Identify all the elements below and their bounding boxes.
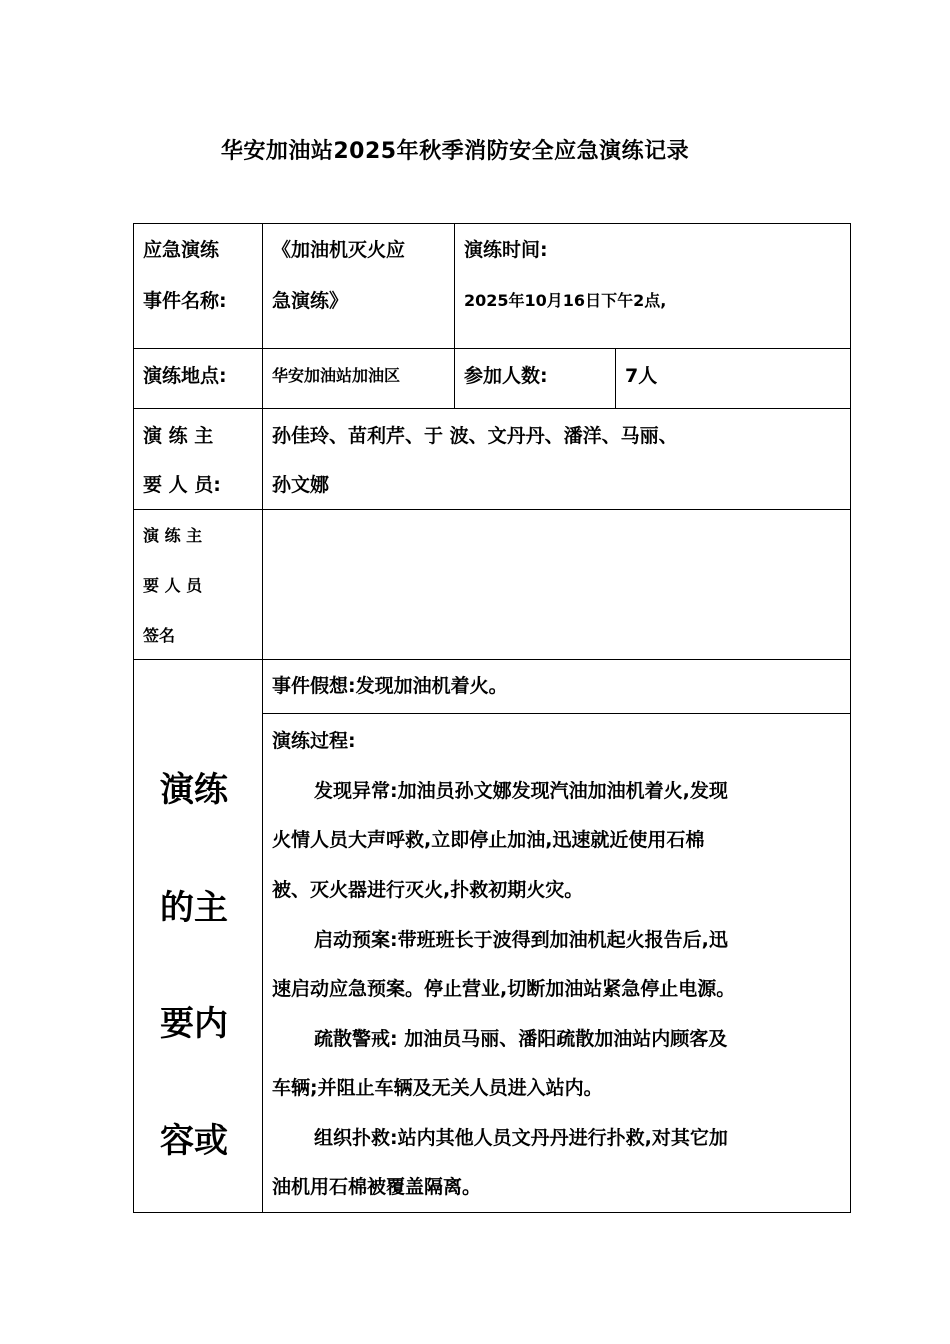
signature-label: 签名 bbox=[143, 626, 176, 645]
row-divider bbox=[133, 659, 851, 660]
table-border-top bbox=[133, 223, 851, 224]
document-title: 华安加油站2025年秋季消防安全应急演练记录 bbox=[220, 139, 690, 164]
location-label: 演练地点: bbox=[143, 365, 227, 387]
row-divider bbox=[133, 348, 851, 349]
row-divider bbox=[262, 713, 851, 714]
column-divider bbox=[615, 348, 616, 409]
event-name-label: 事件名称: bbox=[143, 290, 227, 312]
content-label: 容或 bbox=[160, 1121, 228, 1161]
event-name-label: 应急演练 bbox=[143, 239, 220, 261]
process-line: 车辆;并阻止车辆及无关人员进入站内。 bbox=[272, 1077, 603, 1099]
table-border-right bbox=[850, 223, 851, 1213]
process-line: 组织扑救:站内其他人员文丹丹进行扑救,对其它加 bbox=[314, 1127, 728, 1149]
participants-count-label: 参加人数: bbox=[464, 365, 548, 387]
event-name-value: 急演练》 bbox=[272, 290, 349, 312]
column-divider bbox=[262, 223, 263, 1213]
content-label: 的主 bbox=[160, 888, 228, 928]
process-line: 油机用石棉被覆盖隔离。 bbox=[272, 1176, 482, 1198]
drill-time-label: 演练时间: bbox=[464, 239, 548, 261]
process-line: 速启动应急预案。停止营业,切断加油站紧急停止电源。 bbox=[272, 978, 736, 1000]
signature-label: 要 人 员 bbox=[143, 576, 203, 595]
main-personnel-value: 孙文娜 bbox=[272, 474, 330, 496]
process-line: 疏散警戒: 加油员马丽、潘阳疏散加油站内顾客及 bbox=[314, 1028, 728, 1050]
participants-count-value: 7人 bbox=[625, 365, 658, 387]
signature-label: 演 练 主 bbox=[143, 526, 203, 545]
drill-time-value: 2025年10月16日下午2点, bbox=[464, 291, 667, 310]
main-personnel-label: 要 人 员: bbox=[143, 474, 221, 496]
process-line: 发现异常:加油员孙文娜发现汽油加油机着火,发现 bbox=[314, 780, 728, 802]
main-personnel-value: 孙佳玲、苗利芹、于 波、文丹丹、潘洋、马丽、 bbox=[272, 425, 678, 447]
event-hypothesis: 事件假想:发现加油机着火。 bbox=[272, 675, 508, 697]
content-label: 要内 bbox=[160, 1004, 228, 1044]
process-line: 启动预案:带班班长于波得到加油机起火报告后,迅 bbox=[314, 929, 728, 951]
table-border-left bbox=[133, 223, 134, 1213]
process-heading: 演练过程: bbox=[272, 730, 356, 752]
table-border-bottom bbox=[133, 1212, 851, 1213]
column-divider bbox=[454, 223, 455, 409]
process-line: 火情人员大声呼救,立即停止加油,迅速就近使用石棉 bbox=[272, 829, 705, 851]
location-value: 华安加油站加油区 bbox=[272, 366, 401, 385]
content-label: 演练 bbox=[160, 770, 228, 810]
row-divider bbox=[133, 408, 851, 409]
row-divider bbox=[133, 509, 851, 510]
main-personnel-label: 演 练 主 bbox=[143, 425, 214, 447]
process-line: 被、灭火器进行灭火,扑救初期火灾。 bbox=[272, 879, 584, 901]
signature-field[interactable] bbox=[272, 524, 842, 644]
event-name-value: 《加油机灭火应 bbox=[272, 239, 406, 261]
